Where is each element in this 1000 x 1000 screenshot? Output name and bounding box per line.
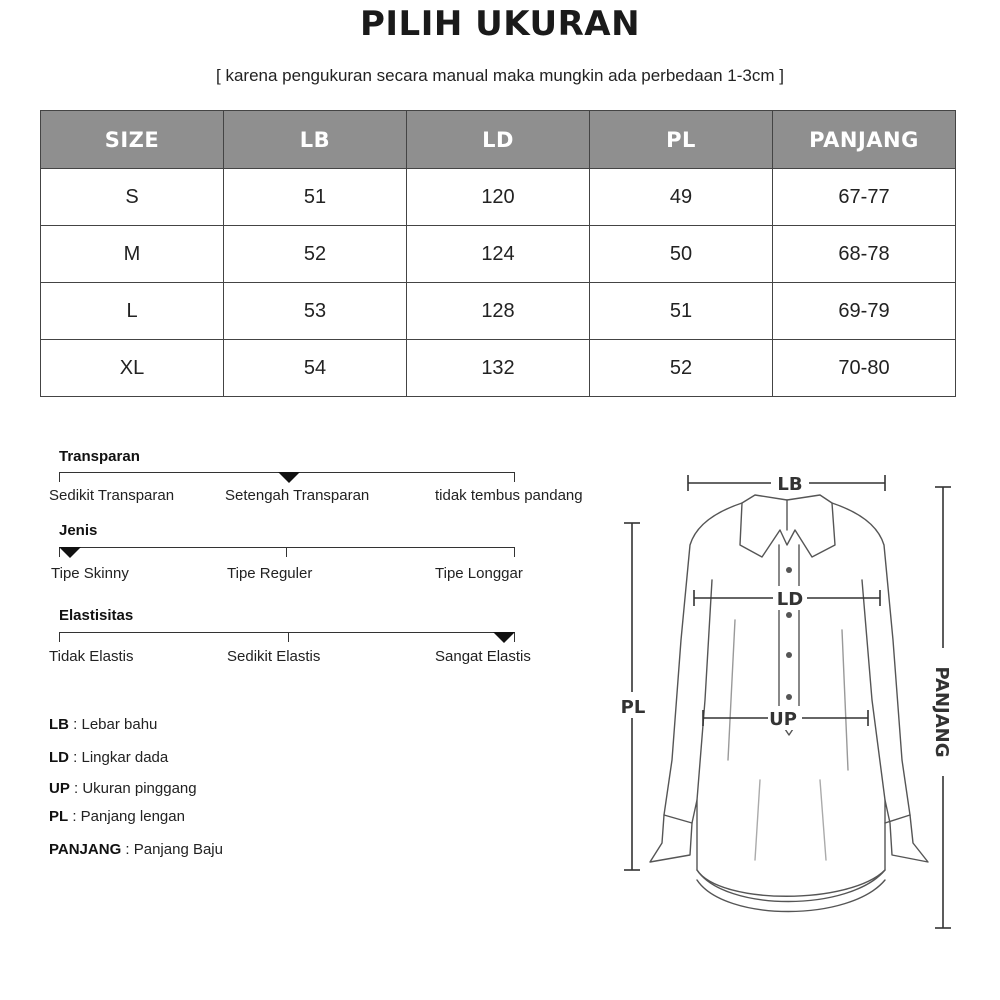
page-subtitle: [ karena pengukuran secara manual maka mungkin ada perbedaan 1-3cm ] [216,66,784,85]
legend-item-panjang: PANJANG : Panjang Baju [49,841,223,858]
table-cell: 53 [224,283,407,340]
legend-item-pl: PL : Panjang lengan [49,808,185,825]
shirt-diagram [612,460,972,940]
column-header-pl: PL [590,111,773,169]
scale-label: Tidak Elastis [49,648,134,665]
table-cell: 132 [407,340,590,397]
selection-marker-jenis [59,547,81,558]
scale-tick [514,547,515,557]
table-row [41,340,956,397]
table-cell: M [41,226,224,283]
table-header-row [41,111,956,169]
panjang-label: PANJANG [931,666,952,758]
scale-label: Tipe Skinny [51,565,129,582]
table-cell: 52 [590,340,773,397]
table-cell: 124 [407,226,590,283]
table-cell: S [41,169,224,226]
selection-marker-transparan [278,472,300,483]
scale-line-jenis [59,547,515,548]
pl-label: PL [620,697,646,718]
table-cell: 54 [224,340,407,397]
table-row [41,283,956,340]
column-header-ld: LD [407,111,590,169]
page-title: PILIH UKURAN [359,4,641,44]
table-cell: 120 [407,169,590,226]
scale-label: Tipe Longgar [435,565,523,582]
scale-title-transparan: Transparan [59,448,140,465]
table-cell: 51 [224,169,407,226]
scale-line-elastisitas [59,632,515,633]
scale-label: Setengah Transparan [225,487,370,504]
table-cell: 50 [590,226,773,283]
table-cell: 67-77 [773,169,956,226]
scale-title-elastisitas: Elastisitas [59,607,134,624]
column-header-panjang: PANJANG [773,111,956,169]
legend-item-up: UP : Ukuran pinggang [49,780,197,797]
scale-label: Sangat Elastis [435,648,531,665]
scale-label: Tipe Reguler [227,565,313,582]
column-header-lb: LB [224,111,407,169]
table-cell: 68-78 [773,226,956,283]
table-cell: 49 [590,169,773,226]
table-cell: L [41,283,224,340]
table-cell: 69-79 [773,283,956,340]
up-label: UP [769,709,797,730]
size-table [40,110,956,397]
legend-item-lb: LB : Lebar bahu [49,716,158,733]
table-row [41,169,956,226]
table-cell: 128 [407,283,590,340]
table-cell: 70-80 [773,340,956,397]
scale-label: Sedikit Transparan [49,487,175,504]
scale-title-jenis: Jenis [59,522,98,539]
scale-tick [59,632,60,642]
table-cell: XL [41,340,224,397]
scale-tick [288,632,289,642]
ld-label: LD [776,589,804,610]
table-row [41,226,956,283]
legend-item-ld: LD : Lingkar dada [49,749,169,766]
selection-marker-elastisitas [493,632,515,643]
lb-label: LB [777,474,803,495]
scale-tick [59,472,60,482]
column-header-size: SIZE [41,111,224,169]
scale-tick [514,472,515,482]
scale-label: Sedikit Elastis [227,648,321,665]
scale-tick [286,547,287,557]
table-cell: 52 [224,226,407,283]
table-cell: 51 [590,283,773,340]
scale-label: tidak tembus pandang [435,487,583,504]
